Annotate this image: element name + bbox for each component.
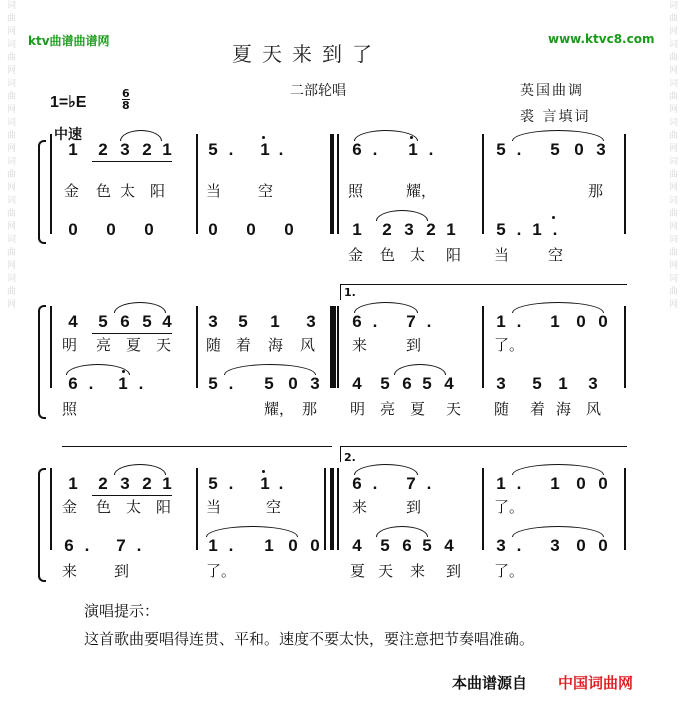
harmony-note: 4 <box>444 536 454 555</box>
slur <box>512 464 604 475</box>
harmony-note: 4 <box>444 374 454 393</box>
harmony-note: 2 <box>382 220 392 239</box>
harmony-note: . <box>516 536 522 555</box>
harmony-note: 5 <box>532 374 542 393</box>
slur <box>512 302 604 313</box>
melody-note: 1 <box>162 474 172 493</box>
melody-note: . <box>426 312 432 331</box>
melody-note: 3 <box>208 312 218 331</box>
bar-line <box>196 134 198 234</box>
harmony-lyric: 海 <box>556 400 572 418</box>
double-bar <box>330 306 334 388</box>
harmony-lyric: 明 <box>350 400 366 418</box>
staff-brace <box>38 305 46 419</box>
bar-line <box>624 306 626 388</box>
bar-line <box>196 468 198 550</box>
time-signature: 6 8 <box>122 87 130 112</box>
melody-note: 5 <box>550 140 560 159</box>
harmony-note: . <box>136 536 142 555</box>
song-lyricist: 裘 言填词 <box>520 109 591 125</box>
melody-note: . <box>516 140 522 159</box>
harmony-note: 1 <box>118 374 128 393</box>
melody-note: 2 <box>142 474 152 493</box>
harmony-note: 1 <box>352 220 362 239</box>
harmony-note: . <box>138 374 144 393</box>
lyric: 了。 <box>494 336 525 354</box>
slur <box>512 130 604 141</box>
volta-1-label: 1. <box>344 286 356 299</box>
harmony-note: 0 <box>576 536 586 555</box>
harmony-note: 3 <box>496 536 506 555</box>
harmony-lyric: 风 <box>586 400 602 418</box>
melody-note: . <box>278 140 284 159</box>
melody-note: 3 <box>120 474 130 493</box>
volta-2-left <box>340 446 341 462</box>
harmony-lyric: 当 <box>494 246 510 264</box>
double-bar <box>330 468 334 550</box>
tips-body: 这首歌曲要唱得连贯、平和。速度不要太快，要注意把节奏唱准确。 <box>84 630 535 648</box>
staff-brace <box>38 468 46 582</box>
melody-note: 1 <box>496 474 506 493</box>
melody-note: . <box>228 140 234 159</box>
song-composer: 英国曲调 <box>520 83 584 99</box>
harmony-note: 1 <box>208 536 218 555</box>
harmony-note: . <box>228 536 234 555</box>
harmony-note: . <box>84 536 90 555</box>
melody-note: . <box>516 312 522 331</box>
lyric: 空 <box>266 498 282 516</box>
lyric: 阳 <box>150 182 166 200</box>
harmony-note: 2 <box>426 220 436 239</box>
lyric: 太 <box>120 182 136 200</box>
harmony-note: 0 <box>284 220 294 239</box>
melody-note: 1 <box>270 312 280 331</box>
harmony-lyric: 到 <box>446 562 462 580</box>
tips-heading: 演唱提示： <box>84 602 160 620</box>
harmony-note: 0 <box>288 536 298 555</box>
lyric: 金 <box>64 182 80 200</box>
volta-2-label: 2. <box>344 451 356 464</box>
lyric: 照 <box>348 182 364 200</box>
melody-note: 1 <box>162 140 172 159</box>
source-label: 本曲谱源自 <box>452 674 528 692</box>
bar-line <box>482 306 484 388</box>
bar-line <box>624 468 626 550</box>
volta-2-line <box>340 446 627 447</box>
lyric: 当 <box>206 498 222 516</box>
harmony-lyric: 金 <box>348 246 364 264</box>
lyric: 到 <box>406 498 422 516</box>
melody-note: 1 <box>550 474 560 493</box>
lyric: 那 <box>588 182 604 200</box>
slur <box>376 210 428 221</box>
melody-note: 5 <box>98 312 108 331</box>
harmony-note: 0 <box>68 220 78 239</box>
slur <box>354 464 418 475</box>
melody-note: 2 <box>98 140 108 159</box>
slur <box>394 364 446 375</box>
harmony-lyric: 天 <box>378 562 394 580</box>
melody-note: 2 <box>142 140 152 159</box>
harmony-note: 0 <box>246 220 256 239</box>
lyric: 色 <box>96 182 112 200</box>
harmony-note: 0 <box>144 220 154 239</box>
melody-note: 5 <box>208 140 218 159</box>
melody-note: 1 <box>550 312 560 331</box>
double-bar-thin <box>337 134 339 234</box>
harmony-note: 3 <box>310 374 320 393</box>
melody-note: 5 <box>208 474 218 493</box>
bar-line <box>196 306 198 388</box>
melody-note: . <box>372 312 378 331</box>
harmony-lyric: 了。 <box>206 562 237 580</box>
lyric: 夏 <box>126 336 142 354</box>
harmony-note: 6 <box>64 536 74 555</box>
lyric: 到 <box>406 336 422 354</box>
slur <box>376 526 428 537</box>
harmony-note: 1 <box>264 536 274 555</box>
melody-note: . <box>278 474 284 493</box>
lyric: 天 <box>156 336 172 354</box>
harmony-lyric: 来 <box>62 562 78 580</box>
melody-note: 1 <box>260 474 270 493</box>
lyric: 随 <box>206 336 222 354</box>
volta-1-line <box>340 284 627 285</box>
melody-note: . <box>372 474 378 493</box>
harmony-note: 5 <box>496 220 506 239</box>
harmony-note: 6 <box>402 374 412 393</box>
slur <box>114 302 166 313</box>
bar-line-start <box>50 468 52 550</box>
melody-note: 7 <box>406 474 416 493</box>
harmony-lyric: 那 <box>302 400 318 418</box>
harmony-note: 5 <box>264 374 274 393</box>
slur <box>120 130 162 141</box>
melody-note: 5 <box>142 312 152 331</box>
harmony-lyric: 了。 <box>494 562 525 580</box>
harmony-note: 5 <box>422 374 432 393</box>
harmony-note: . <box>88 374 94 393</box>
slur <box>66 364 130 375</box>
melody-note: 4 <box>68 312 78 331</box>
melody-note: 3 <box>120 140 130 159</box>
bar-line-start <box>50 134 52 234</box>
melody-note: 3 <box>306 312 316 331</box>
harmony-lyric: 着 <box>530 400 546 418</box>
melody-note: 5 <box>496 140 506 159</box>
song-subtitle: 二部轮唱 <box>290 83 346 99</box>
song-title: 夏天来到了 <box>232 42 382 66</box>
lyric: 明 <box>62 336 78 354</box>
harmony-note: 7 <box>116 536 126 555</box>
bar-line <box>482 134 484 234</box>
harmony-note: 1 <box>532 220 542 239</box>
harmony-note: 1 <box>446 220 456 239</box>
harmony-note: 4 <box>352 374 362 393</box>
melody-note: . <box>428 140 434 159</box>
melody-note: 1 <box>68 140 78 159</box>
harmony-note: 5 <box>208 374 218 393</box>
staff-brace <box>38 140 46 244</box>
harmony-note: 0 <box>598 536 608 555</box>
melody-note: 1 <box>68 474 78 493</box>
slur <box>354 130 418 141</box>
harmony-lyric: 随 <box>494 400 510 418</box>
harmony-lyric: 到 <box>114 562 130 580</box>
harmony-lyric: 太 <box>410 246 426 264</box>
melody-note: 1 <box>496 312 506 331</box>
volta-1-left <box>340 284 341 300</box>
harmony-lyric: 耀， <box>264 400 295 418</box>
lyric: 色 <box>96 498 112 516</box>
harmony-note: 5 <box>380 536 390 555</box>
lyric: 太 <box>126 498 142 516</box>
harmony-note: 5 <box>422 536 432 555</box>
double-bar-thin <box>337 306 339 388</box>
lyric: 了。 <box>494 498 525 516</box>
melody-note: . <box>516 474 522 493</box>
octave-dot <box>262 470 265 473</box>
harmony-note: . <box>516 220 522 239</box>
harmony-note: 0 <box>310 536 320 555</box>
harmony-note: . <box>552 220 558 239</box>
harmony-note: 6 <box>402 536 412 555</box>
harmony-note: 3 <box>588 374 598 393</box>
lyric: 来 <box>352 498 368 516</box>
melody-note: 5 <box>238 312 248 331</box>
harmony-lyric: 来 <box>410 562 426 580</box>
melody-note: 3 <box>596 140 606 159</box>
melody-note: 4 <box>162 312 172 331</box>
lyric: 风 <box>300 336 316 354</box>
lyric: 耀， <box>406 182 437 200</box>
bar-line <box>624 134 626 234</box>
harmony-lyric: 照 <box>62 400 78 418</box>
melody-note: . <box>372 140 378 159</box>
octave-dot <box>122 370 125 373</box>
harmony-note: 0 <box>208 220 218 239</box>
octave-dot <box>410 136 413 139</box>
lyric: 空 <box>258 182 274 200</box>
note-beam <box>112 161 172 162</box>
lyric: 着 <box>236 336 252 354</box>
harmony-note: 3 <box>496 374 506 393</box>
melody-note: 0 <box>576 474 586 493</box>
melody-note: 0 <box>598 474 608 493</box>
melody-note: . <box>228 474 234 493</box>
harmony-note: 4 <box>352 536 362 555</box>
harmony-note: 3 <box>550 536 560 555</box>
double-bar-thin <box>337 468 339 550</box>
lyric: 来 <box>352 336 368 354</box>
harmony-note: . <box>228 374 234 393</box>
harmony-lyric: 空 <box>548 246 564 264</box>
melody-note: 0 <box>576 312 586 331</box>
octave-dot <box>552 216 555 219</box>
tempo-marking: 中速 <box>54 127 82 143</box>
side-watermark-left: 词曲网词曲网词曲网词曲网词曲网词曲网词曲网词曲网 <box>5 0 15 312</box>
melody-note: 6 <box>352 474 362 493</box>
harmony-lyric: 天 <box>446 400 462 418</box>
harmony-note: 0 <box>106 220 116 239</box>
bar-line <box>482 468 484 550</box>
harmony-lyric: 夏 <box>350 562 366 580</box>
site-label-left[interactable]: ktv曲谱曲谱网 <box>28 34 110 48</box>
melody-note: 6 <box>120 312 130 331</box>
melody-note: 1 <box>260 140 270 159</box>
lyric: 阳 <box>156 498 172 516</box>
key-signature: 1=♭E <box>50 94 87 111</box>
octave-dot <box>262 136 265 139</box>
harmony-note: 1 <box>558 374 568 393</box>
harmony-note: 6 <box>68 374 78 393</box>
side-watermark-right: 词曲网词曲网词曲网词曲网词曲网词曲网词曲网词曲网 <box>667 0 677 312</box>
double-bar <box>330 134 334 234</box>
melody-note: 6 <box>352 312 362 331</box>
bar-line <box>324 468 326 550</box>
slur <box>224 364 316 375</box>
melody-note: 0 <box>574 140 584 159</box>
harmony-lyric: 夏 <box>410 400 426 418</box>
lyric: 亮 <box>96 336 112 354</box>
source-site-link[interactable]: 中国词曲网 <box>558 674 634 692</box>
lyric: 当 <box>206 182 222 200</box>
lyric: 海 <box>268 336 284 354</box>
volta-end-line <box>62 446 332 447</box>
lyric: 金 <box>62 498 78 516</box>
melody-note: 6 <box>352 140 362 159</box>
melody-note: 1 <box>408 140 418 159</box>
melody-note: 7 <box>406 312 416 331</box>
melody-note: . <box>426 474 432 493</box>
slur <box>114 464 166 475</box>
harmony-lyric: 色 <box>380 246 396 264</box>
harmony-lyric: 亮 <box>380 400 396 418</box>
bar-line-start <box>50 306 52 388</box>
melody-note: 0 <box>598 312 608 331</box>
melody-note: 2 <box>98 474 108 493</box>
bar-line <box>334 306 336 388</box>
slur <box>354 302 418 313</box>
slur <box>206 526 298 537</box>
harmony-note: 0 <box>288 374 298 393</box>
harmony-lyric: 阳 <box>446 246 462 264</box>
harmony-note: 5 <box>380 374 390 393</box>
site-label-right[interactable]: www.ktvc8.com <box>548 32 655 46</box>
harmony-note: 3 <box>404 220 414 239</box>
slur <box>512 526 604 537</box>
